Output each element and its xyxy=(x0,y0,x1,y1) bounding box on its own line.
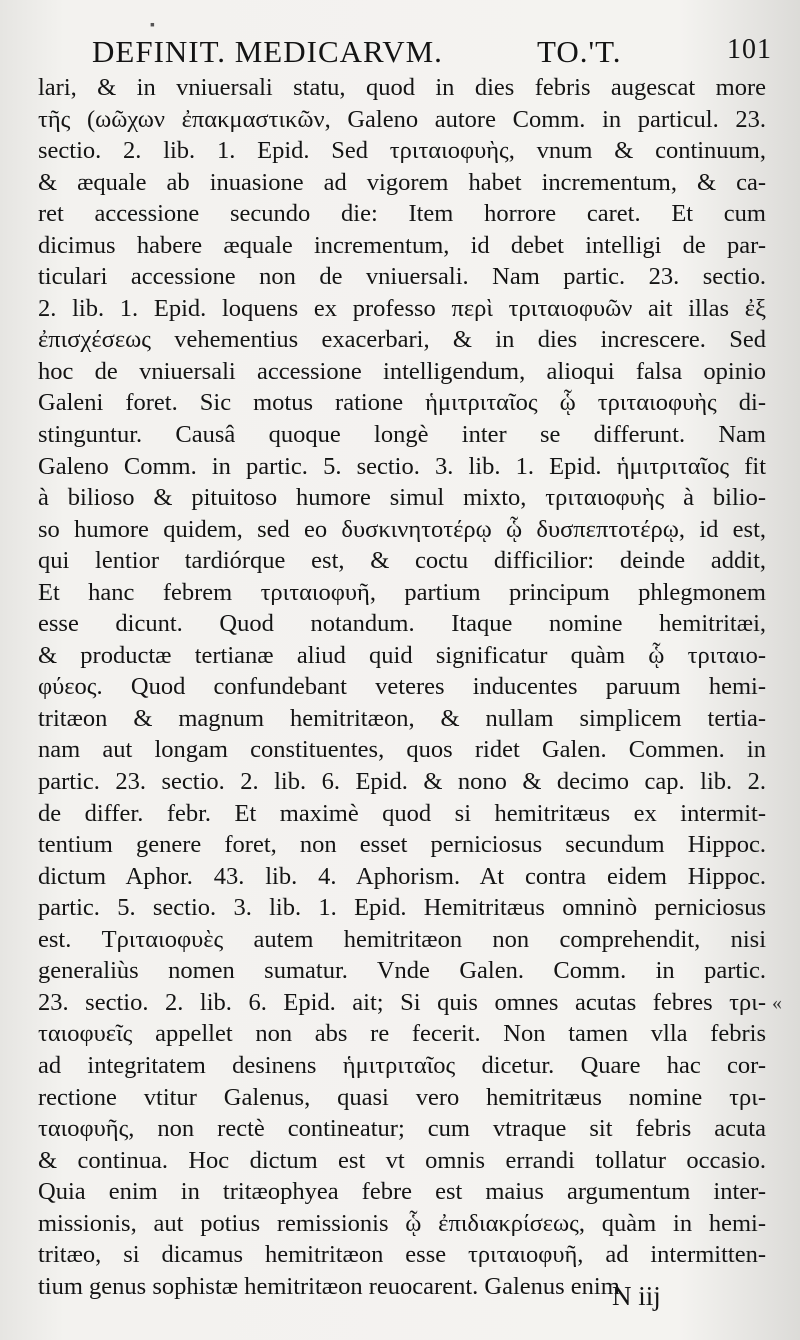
page-number: 101 xyxy=(727,34,772,65)
text-line: generaliùs nomen sumatur. Vnde Galen. Comm. in partic. xyxy=(38,957,766,985)
text-line: ticulari accessione non de vniuersali. Nam partic. 23. sectio. xyxy=(38,263,766,291)
text-line: φύεος. Quod confundebant veteres inducentes paruum hemi- xyxy=(38,673,766,701)
running-section: TO.'T. xyxy=(537,34,622,69)
text-line: esse dicunt. Quod notandum. Itaque nomine hemitritæi, xyxy=(38,610,766,638)
text-line: est. Τριταιοφυὲς autem hemitritæon non comprehendit, nisi xyxy=(38,925,766,953)
text-line: rectione vtitur Galenus, quasi vero hemitritæus nomine τρι- xyxy=(38,1083,766,1111)
running-header xyxy=(92,34,772,74)
text-line: ret accessione secundo die: Item horrore caret. Et cum xyxy=(38,200,766,228)
text-line: ἐπισχέσεως vehementius exacerbari, & in dies increscere. Sed xyxy=(38,326,766,354)
text-line: tium genus sophistæ hemitritæon reuocarent. Galenus enim xyxy=(38,1272,620,1300)
signature-mark: N iij xyxy=(612,1281,661,1311)
text-line: 23. sectio. 2. lib. 6. Epid. ait; Si quis omnes acutas febres τρι- xyxy=(38,988,766,1016)
text-line: Galeno Comm. in partic. 5. sectio. 3. lib. 1. Epid. ἡμιτριταῖος fit xyxy=(38,452,766,480)
text-line: lari, & in vniuersali statu, quod in dies febris augescat more xyxy=(38,74,766,101)
text-line: Quia enim in tritæophyea febre est maius argumentum inter- xyxy=(38,1178,766,1206)
text-line: tritæon & magnum hemitritæon, & nullam simplicem tertia- xyxy=(38,704,766,732)
margin-mark: « xyxy=(772,992,782,1014)
text-line: ταιοφυῆς, non rectè contineatur; cum vtraque sit febris acuta xyxy=(38,1115,766,1143)
text-line: à bilioso & pituitoso humore simul mixto, τριταιοφυὴς à bilio- xyxy=(38,484,766,512)
text-line: tentium genere foret, non esset perniciosus secundum Hippoc. xyxy=(38,831,766,859)
text-line: dictum Aphor. 43. lib. 4. Aphorism. At contra eidem Hippoc. xyxy=(38,862,766,890)
text-line: qui lentior tardiórque est, & coctu difficilior: deinde addit, xyxy=(38,547,766,575)
text-line: ad integritatem desinens ἡμιτριταῖος dicetur. Quare hac cor- xyxy=(38,1051,766,1079)
text-line: Galeni foret. Sic motus ratione ἡμιτριταῖος ᾧ τριταιοφυὴς di- xyxy=(38,389,766,417)
text-line: stinguntur. Causâ quoque longè inter se differunt. Nam xyxy=(38,421,766,449)
text-line: sectio. 2. lib. 1. Epid. Sed τριταιοφυὴς, vnum & continuum, xyxy=(38,137,766,165)
text-line: τῆς (ωῶχων ἐπακμαστικῶν, Galeno autore Comm. in particul. 23. xyxy=(38,105,766,133)
text-line: & æquale ab inuasione ad vigorem habet incrementum, & ca- xyxy=(38,168,766,196)
text-line: hoc de vniuersali accessione intelligendum, alioqui falsa opinio xyxy=(38,357,766,385)
text-line: & continua. Hoc dictum est vt omnis errandi tollatur occasio. xyxy=(38,1146,766,1174)
text-line: de differ. febr. Et maximè quod si hemitritæus ex intermit- xyxy=(38,799,766,827)
text-line: so humore quidem, sed eo δυσκινητοτέρῳ ᾧ δυσπεπτοτέρῳ, id est, xyxy=(38,515,766,543)
text-line: nam aut longam constituentes, quos ridet Galen. Commen. in xyxy=(38,736,766,764)
text-line: partic. 23. sectio. 2. lib. 6. Epid. & nono & decimo cap. lib. 2. xyxy=(38,768,766,796)
running-title: DEFINIT. MEDICARVM. xyxy=(92,34,443,69)
text-line: 2. lib. 1. Epid. loquens ex professo περὶ τριταιοφυῶν ait illas ἐξ xyxy=(38,294,766,322)
body-text xyxy=(38,72,766,1302)
print-speck: ▪ xyxy=(150,18,155,33)
text-line: tritæo, si dicamus hemitritæon esse τριταιοφυῆ, ad intermitten- xyxy=(38,1241,766,1269)
text-line: partic. 5. sectio. 3. lib. 1. Epid. Hemitritæus omninò perniciosus xyxy=(38,894,766,922)
text-line: Et hanc febrem τριταιοφυῆ, partium principum phlegmonem xyxy=(38,578,766,606)
text-line: missionis, aut potius remissionis ᾧ ἐπιδιακρίσεως, quàm in hemi- xyxy=(38,1209,766,1237)
text-line: dicimus habere æquale incrementum, id debet intelligi de par- xyxy=(38,231,766,259)
text-line: & productæ tertianæ aliud quid significatur quàm ᾧ τριταιο- xyxy=(38,641,766,669)
text-line: ταιοφυεῖς appellet non abs re fecerit. Non tamen vlla febris xyxy=(38,1020,766,1048)
